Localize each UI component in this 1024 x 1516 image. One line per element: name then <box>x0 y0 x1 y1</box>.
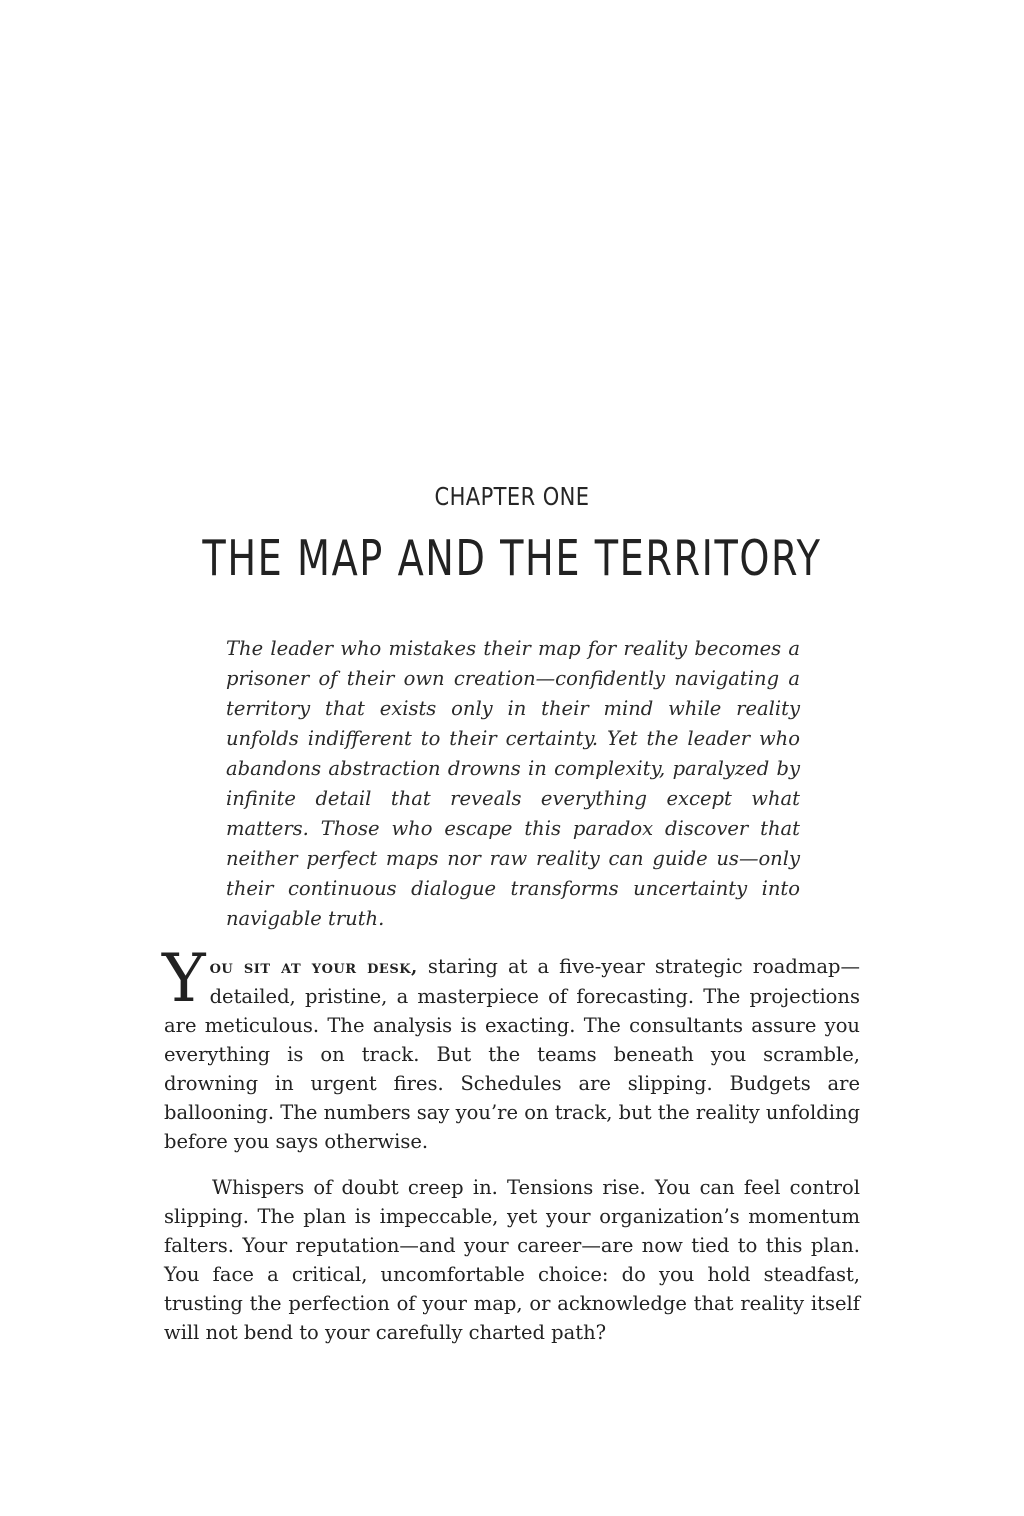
chapter-label: CHAPTER ONE <box>434 482 590 511</box>
chapter-epigraph: The leader who mistakes their map for reality becomes a prisoner of their own creation—confidently navigating a territory that exists only in their mind while reality unfolds indifferent to their certainty. Yet the leader who abandons abstraction drowns in complexity, paralyzed by infinite detail that reveals everything except what matters. Those who escape this paradox discover that neither perfect maps nor raw reality can guide us—only their continuous dialogue transforms uncertainty into navigable truth. <box>226 637 800 930</box>
chapter-title: THE MAP AND THE TERRITORY <box>202 530 822 587</box>
body-text <box>162 940 860 1347</box>
lead-in-small-caps: ou sit at your desk, <box>209 957 418 978</box>
paragraph-1-text: staring at a five-year strategic roadmap—detailed, pristine, a masterpiece of forecasting. The projections are meticulous. The analysis is exacting. The consultants assure you everything is on track. But the teams beneath you scramble, drowning in urgent fires. Schedules are slipping. Budgets are ballooning. The numbers say you’re on track, but the reality unfolding before you says otherwise. <box>164 955 860 1153</box>
paragraph-1 <box>162 940 860 1156</box>
paragraph-2: Whispers of doubt creep in. Tensions rise. You can feel control slipping. The plan is impeccable, yet your organization’s momentum falters. Your reputation—and your career—are now tied to this plan. You face a critical, uncomfortable choice: do you hold steadfast, trusting the perfection of your map, or acknowledge that reality itself will not bend to your carefully charted path? <box>164 1176 860 1344</box>
drop-cap: Y <box>162 940 206 1017</box>
